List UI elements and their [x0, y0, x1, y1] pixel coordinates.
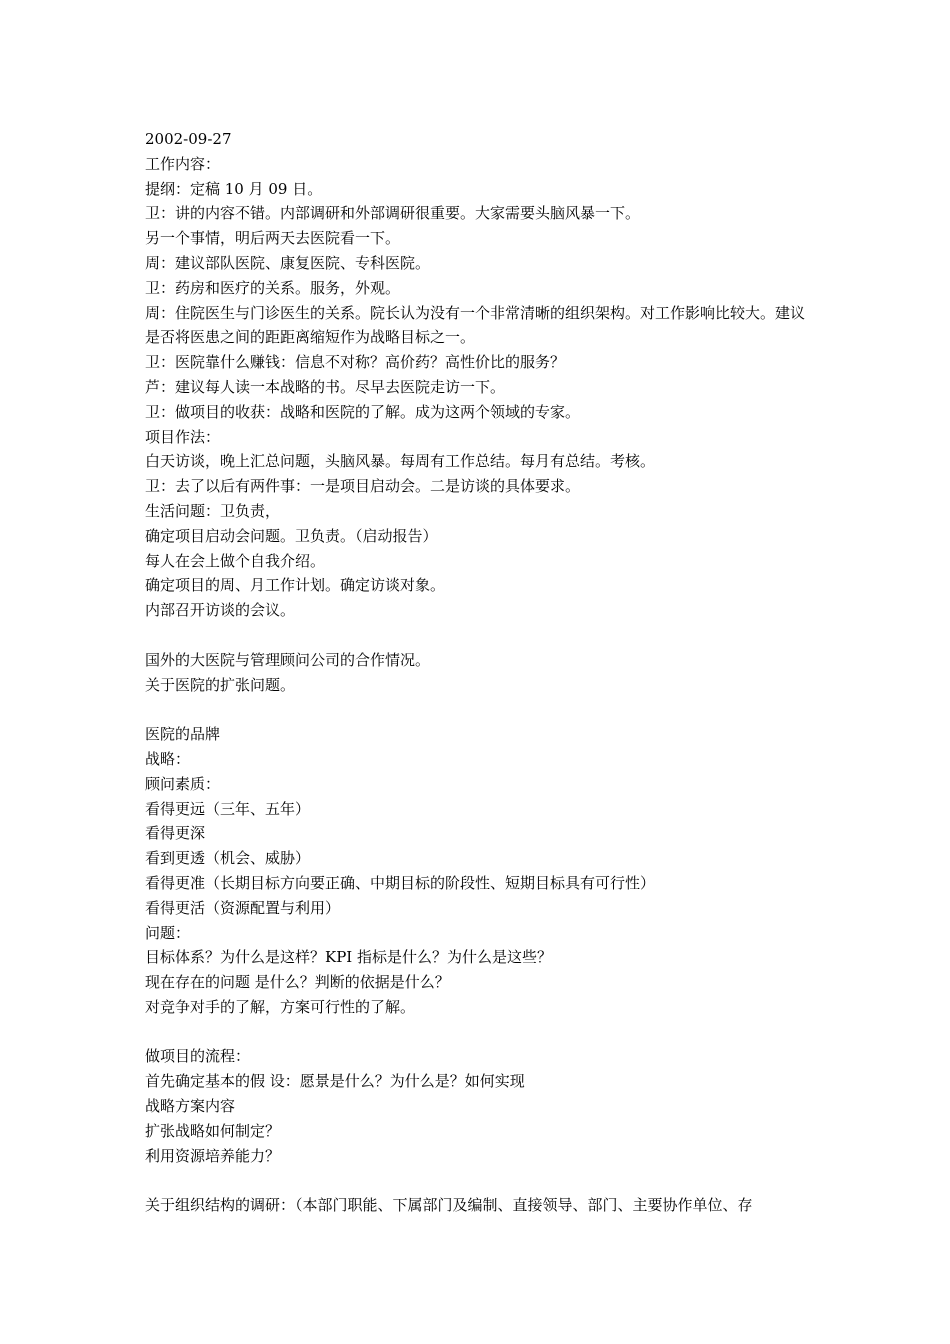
text-line: 卫：做项目的收获：战略和医院的了解。成为这两个领域的专家。 — [145, 402, 581, 421]
text-line: 战略方案内容 — [145, 1097, 236, 1116]
text-line: 项目作法： — [145, 427, 221, 446]
text-line: 利用资源培养能力？ — [145, 1146, 281, 1165]
text-line: 生活问题：卫负责， — [145, 501, 281, 520]
text-line: 问题： — [145, 923, 191, 942]
text-line: 确定项目启动会问题。卫负责。（启动报告） — [145, 526, 438, 545]
text-line: 看得更远（三年、五年） — [145, 799, 311, 818]
text-line: 内部召开访谈的会议。 — [145, 601, 296, 620]
text-line: 顾问素质： — [145, 774, 221, 793]
text-line: 对竞争对手的了解，方案可行性的了解。 — [145, 997, 416, 1016]
text-line: 芦：建议每人读一本战略的书。尽早去医院走访一下。 — [145, 377, 506, 396]
text-line: 关于组织结构的调研：（本部门职能、下属部门及编制、直接领导、部门、主要协作单位、存 — [145, 1196, 753, 1215]
text-line: 卫：医院靠什么赚钱：信息不对称？高价药？高性价比的服务？ — [145, 353, 566, 372]
text-line: 确定项目的周、月工作计划。确定访谈对象。 — [145, 576, 446, 595]
text-line: 目标体系？为什么是这样？KPI 指标是什么？为什么是这些？ — [145, 948, 552, 967]
blank-line — [145, 1020, 810, 1045]
text-line: 2002-09-27 — [145, 130, 232, 148]
text-line: 周：建议部队医院、康复医院、专科医院。 — [145, 253, 431, 272]
text-line: 卫：药房和医疗的关系。服务，外观。 — [145, 278, 401, 297]
text-line: 卫：讲的内容不错。内部调研和外部调研很重要。大家需要头脑风暴一下。 — [145, 204, 641, 223]
text-line: 看得更深 — [145, 824, 206, 843]
text-line: 看到更透（机会、威胁） — [145, 849, 311, 868]
text-line: 医院的品牌 — [145, 725, 221, 744]
text-line: 做项目的流程： — [145, 1047, 251, 1066]
text-line: 白天访谈，晚上汇总问题，头脑风暴。每周有工作总结。每月有总结。考核。 — [145, 452, 656, 471]
text-line: 每人在会上做个自我介绍。 — [145, 551, 326, 570]
text-line: 首先确定基本的假 设：愿景是什么？为什么是？如何实现 — [145, 1072, 525, 1091]
blank-line — [145, 697, 810, 722]
text-line: 国外的大医院与管理顾问公司的合作情况。 — [145, 650, 431, 669]
text-line: 关于医院的扩张问题。 — [145, 675, 296, 694]
text-line: 战略： — [145, 749, 191, 768]
text-line: 周：住院医生与门诊医生的关系。院长认为没有一个非常清晰的组织架构。对工作影响比较大。建议是否将医患之间的距距离缩短作为战略目标之一。 — [145, 303, 806, 347]
text-line: 提纲：定稿 10 月 09 日。 — [145, 179, 323, 198]
document-body — [145, 127, 810, 1218]
text-line: 看得更准（长期目标方向要正确、中期目标的阶段性、短期目标具有可行性） — [145, 873, 656, 892]
blank-line — [145, 1168, 810, 1193]
text-line: 卫：去了以后有两件事：一是项目启动会。二是访谈的具体要求。 — [145, 477, 581, 496]
text-line: 看得更活（资源配置与利用） — [145, 898, 341, 917]
text-line: 另一个事情，明后两天去医院看一下。 — [145, 229, 401, 248]
text-line: 工作内容： — [145, 154, 221, 173]
text-line: 现在存在的问题 是什么？判断的依据是什么？ — [145, 973, 450, 992]
blank-line — [145, 623, 810, 648]
text-line: 扩张战略如何制定？ — [145, 1121, 281, 1140]
